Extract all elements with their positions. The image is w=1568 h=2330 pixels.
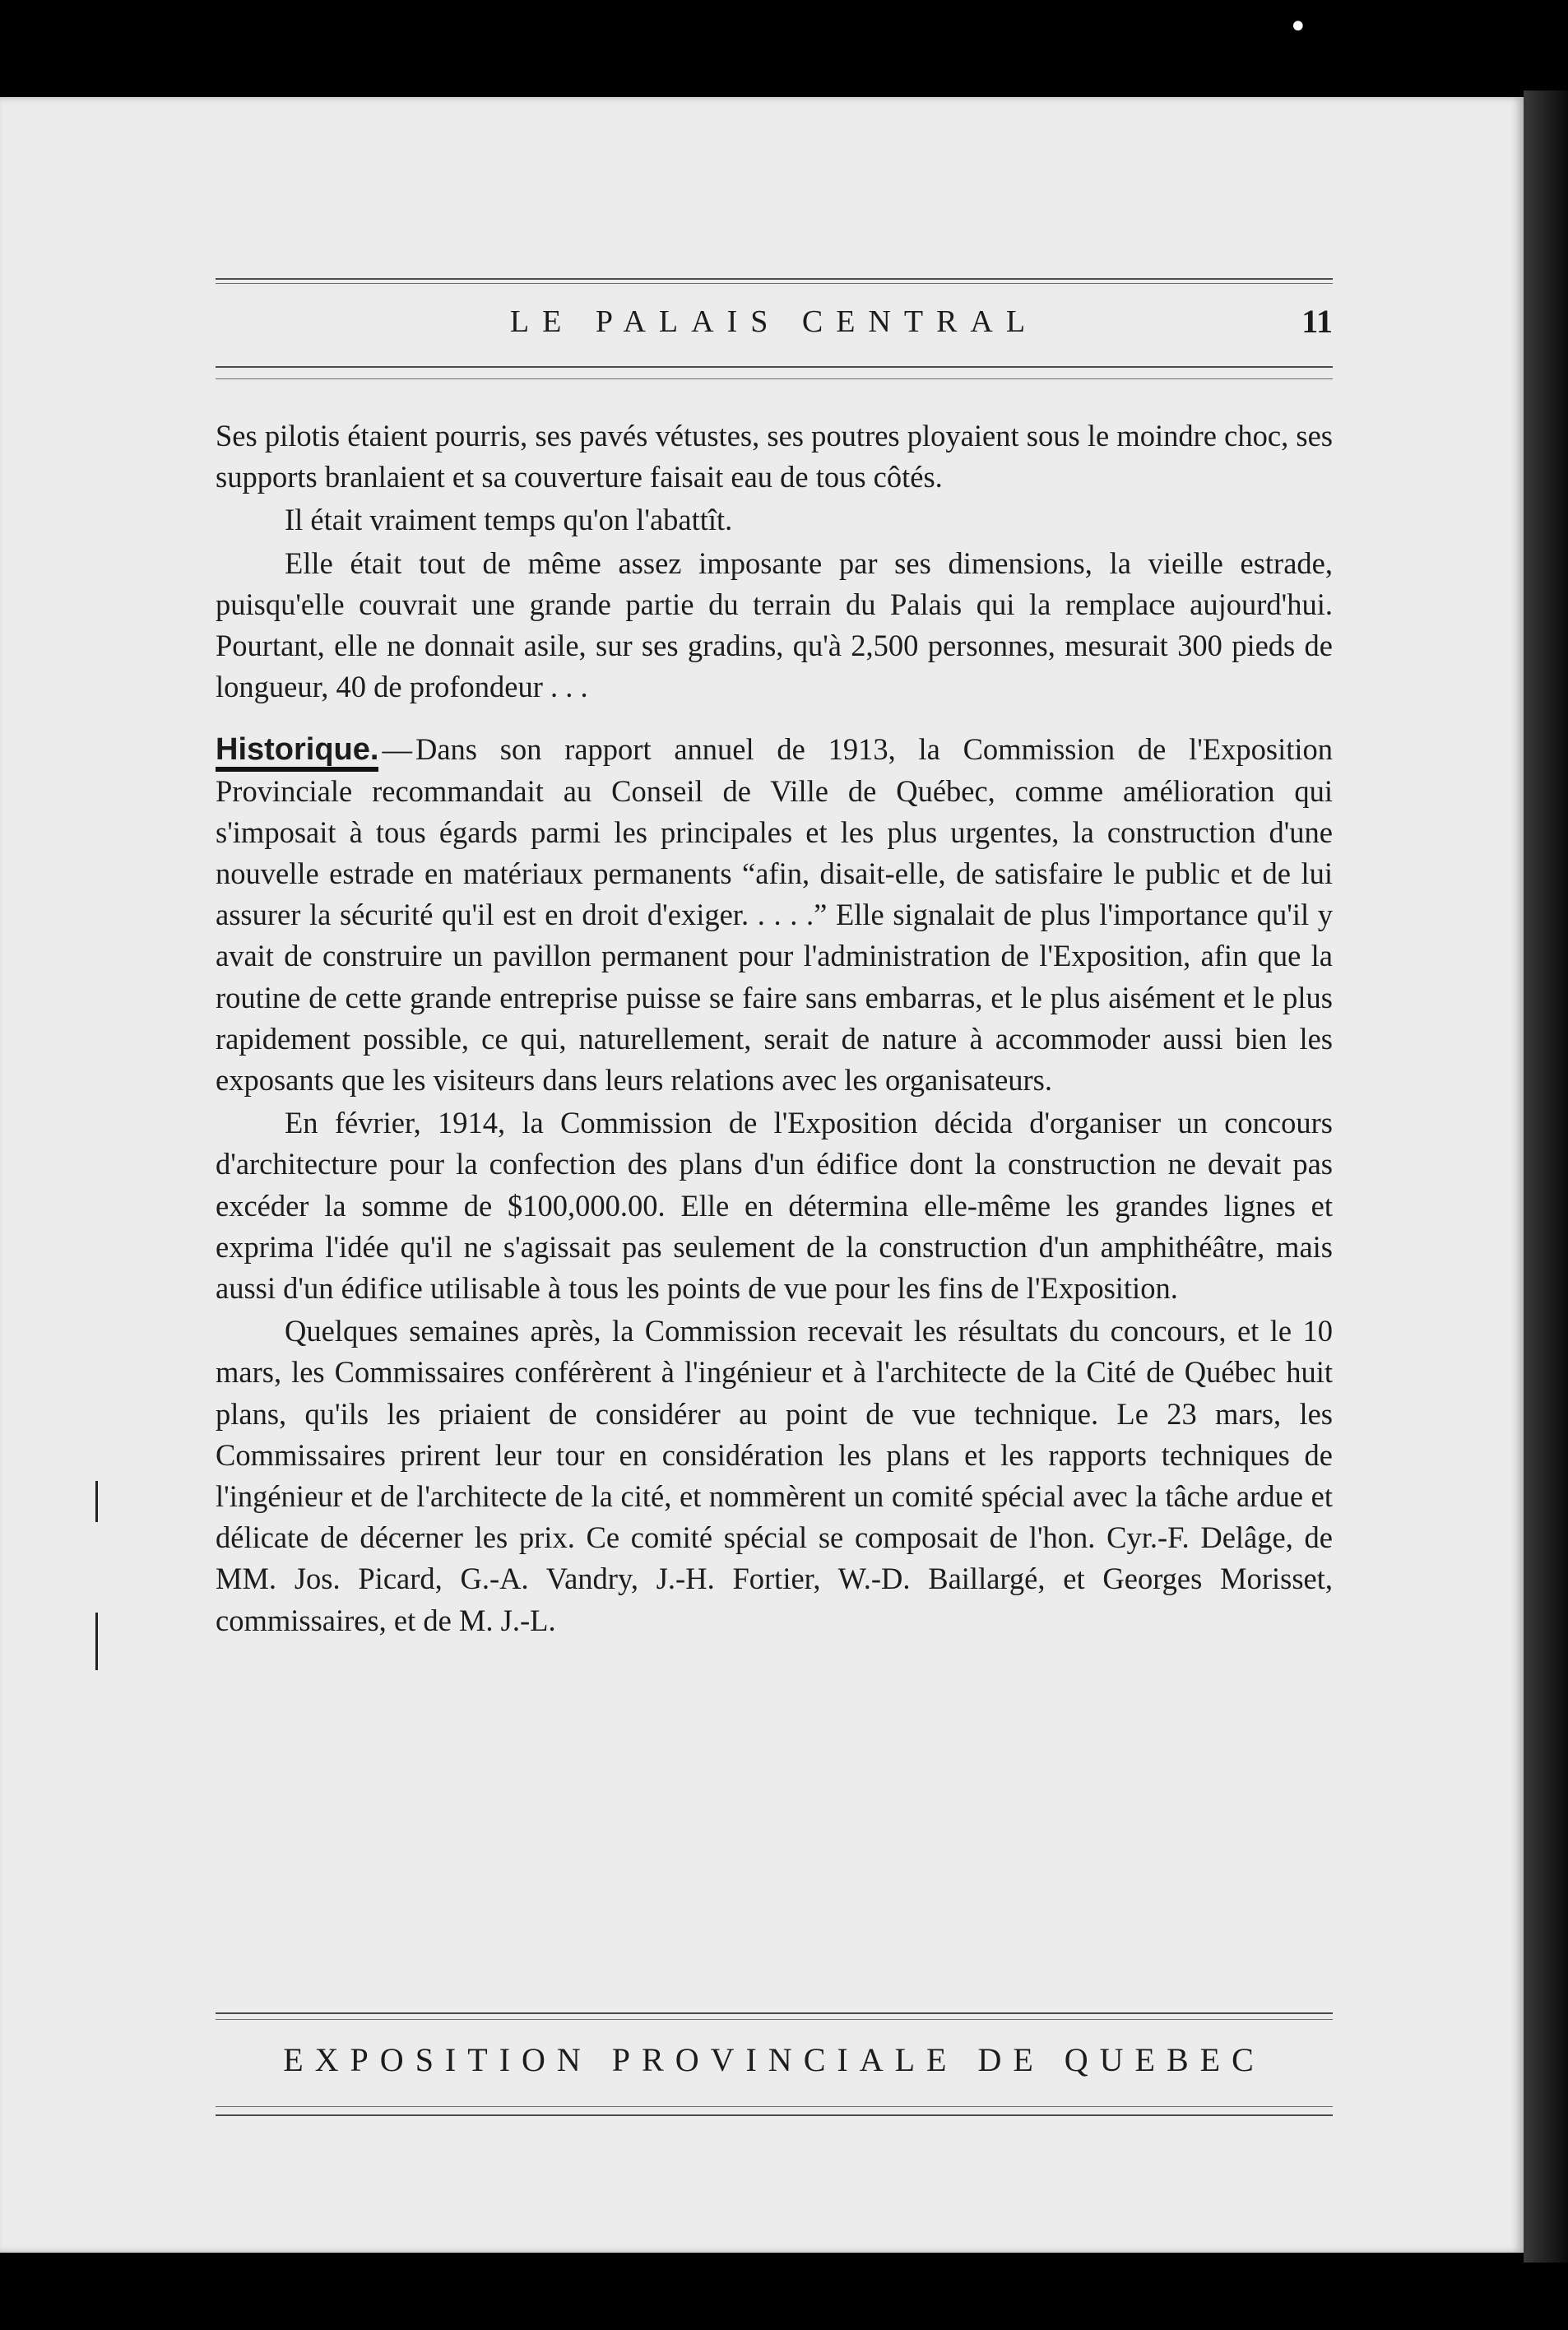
paragraph: Ses pilotis étaient pourris, ses pavés vétustes, ses poutres ployaient sous le moindre choc, ses supports branlaient et sa couverture faisait eau de tous côtés. bbox=[216, 419, 1333, 494]
running-title: LE PALAIS CENTRAL bbox=[509, 304, 1039, 339]
running-header bbox=[216, 300, 1333, 350]
margin-mark bbox=[95, 1613, 98, 1670]
footer-rule-bottom bbox=[216, 2114, 1333, 2116]
section-paragraph-text: Dans son rapport annuel de 1913, la Commission de l'Exposition Provinciale recommandait au Conseil de Ville de Québec, comme amélioration qui s'imposait à tous égards parmi les principales et les plus urgentes, la construction d'une nouvelle estrade en matériaux permanents “afin, disait-elle, de satisfaire le public et de lui assurer la sécurité qu'il est en droit d'exiger. . . . .” Elle signalait de plus l'importance qu'il y avait de construire un pavillon permanent pour l'administration de l'Exposition, afin que la routine de cette grande entreprise puisse se faire sans embarras, et le plus aisément et le plus rapidement possible, ce qui, naturellement, serait de nature à accommoder aussi bien les exposants que les visiteurs dans leurs relations avec les organisateurs. bbox=[216, 732, 1333, 1098]
footer-rule-top bbox=[216, 2012, 1333, 2014]
scan-speck-icon: • bbox=[1288, 8, 1308, 46]
paragraph: Quelques semaines après, la Commission recevait les résultats du concours, et le 10 mars, les Commissaires conférèrent à l'ingénieur et à l'architecte de la Cité de Québec huit plans, qu'ils les priaient de considérer au point de vue technique. Le 23 mars, les Commissaires prirent leur tour en considération les plans et les rapports techniques de l'ingénieur et de l'architecte de la cité, et nommèrent un comité spécial avec la tâche ardue et délicate de décerner les prix. Ce comité spécial se composait de l'hon. Cyr.-F. Delâge, de MM. Jos. Picard, G.-A. Vandry, J.-H. Fortier, W.-D. Baillargé, et Georges Morisset, commissaires, et de M. J.-L. bbox=[216, 1314, 1333, 1637]
section-heading: Historique. bbox=[216, 732, 378, 772]
footer-rule-bottom-inner bbox=[216, 2106, 1333, 2107]
running-footer: EXPOSITION PROVINCIALE DE QUEBEC bbox=[283, 2041, 1265, 2078]
paragraph: En février, 1914, la Commission de l'Exposition décida d'organiser un concours d'architecture pour la confection des plans d'un édifice dont la construction ne devait pas excéder la somme de $100,000.00. Elle en détermina elle-même les grandes lignes et exprima l'idée qu'il ne s'agissait pas seulement de la construction d'un amphithéâtre, mais aussi d'un édifice utilisable à tous les points de vue pour les fins de l'Exposition. bbox=[216, 1106, 1333, 1306]
section-first-paragraph bbox=[216, 729, 1333, 1101]
body-text bbox=[216, 415, 1333, 1643]
paragraph: Il était vraiment temps qu'on l'abattît. bbox=[285, 503, 733, 537]
paragraph: Elle était tout de même assez imposante par ses dimensions, la vieille estrade, puisqu'elle couvrait une grande partie du terrain du Palais qui la remplace aujourd'hui. Pourtant, elle ne donnait asile, sur ses gradins, qu'à 2,500 personnes, mesurait 300 pieds de longueur, 40 de profondeur . . . bbox=[216, 545, 1333, 704]
section-historique bbox=[216, 729, 1333, 1641]
header-rule-top-inner bbox=[216, 283, 1333, 284]
scan-border bbox=[1524, 91, 1568, 2263]
margin-mark bbox=[95, 1481, 98, 1522]
header-rule-top bbox=[216, 278, 1333, 280]
header-rule-bottom-inner bbox=[216, 378, 1333, 379]
em-dash: — bbox=[382, 732, 412, 767]
footer-rule-top-inner bbox=[216, 2019, 1333, 2020]
page-number: 11 bbox=[1301, 303, 1333, 340]
header-rule-bottom bbox=[216, 366, 1333, 368]
